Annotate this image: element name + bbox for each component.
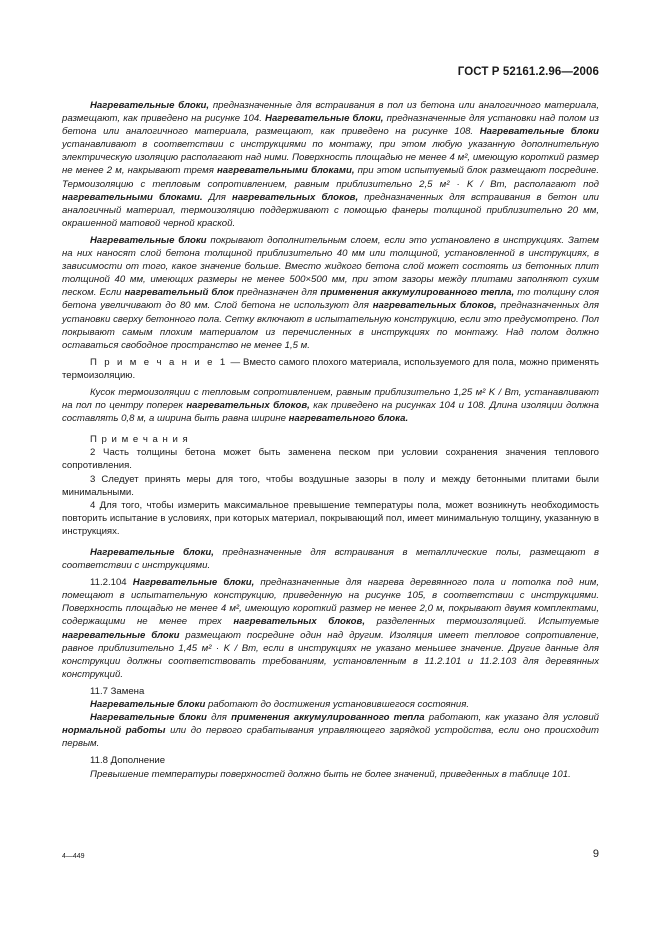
term-bold: нагревательными блоками, <box>216 165 355 177</box>
note-1-label: П р и м е ч а н и е 1 <box>90 356 228 368</box>
text-run: Для <box>202 191 233 203</box>
body-text <box>62 99 599 781</box>
term-bold: Нагревательные блоки, <box>132 577 255 589</box>
text-run: предназначен для <box>233 287 321 299</box>
term-bold: Нагревательные блоки, <box>90 547 214 558</box>
term-bold: нагревательных блоков, <box>232 191 359 203</box>
text-run: предназначенных для встраивания в бетон или аналогичный материал, термоизоляцию поддерживают с помощью фанеры толщиной приблизительно 20 мм, окрашенной матовой черной краской. <box>62 191 599 229</box>
paragraph-steady-state <box>62 698 599 711</box>
term-bold: нагревательных блоков, <box>372 300 497 312</box>
note-3: 3 Следует принять меры для того, чтобы воздушные зазоры в полу и между бетонными плитами были минимальными. <box>62 473 599 498</box>
term-bold: Нагревательные блоки <box>90 712 207 724</box>
clause-11-2-104-text <box>62 577 599 680</box>
text-run: предназначенные для установки над полом из бетона или аналогичного материала, размещают, как приведено на рисунке 108. <box>62 113 599 138</box>
term-bold: Нагревательные блоки <box>479 126 599 138</box>
print-code: 4—449 <box>62 853 85 860</box>
text-run: для <box>206 712 232 724</box>
text-run: предназначенные для нагрева деревянного пола и потолка под ним, помещают в испытательную конструкцию, приведенную на рисунке 105, в соответствии с инструкциями. Поверхность площадью не менее 4 м², имеющую короткий размер не менее 2,0 м, покрывают двумя комплектами, содержащими не менее трех <box>62 577 599 628</box>
term-bold: нагревательных блоков, <box>186 400 310 412</box>
text-run: работают, как указано для условий <box>424 712 599 724</box>
section-11-7: 11.7 Замена <box>90 685 145 697</box>
term-bold: применения аккумулированного тепла, <box>320 287 515 299</box>
text-run: устанавливают в соответствии с инструкциями по монтажу, при этом любую указанную дополнительную электрическую изоляцию располагают над ними. Поверхность площадью не менее 4 м², имеющую короткий размер не менее 2 м, накрывают тремя <box>62 139 599 177</box>
paragraph-storage-heat <box>62 711 599 750</box>
section-11-8: 11.8 Дополнение <box>90 755 166 767</box>
notes-title: П р и м е ч а н и я <box>90 434 189 446</box>
note-1 <box>62 356 599 382</box>
term-bold: нагревательных блоков, <box>233 616 365 628</box>
paragraph-surface-temperature: Превышение температуры поверхностей должно быть не более значений, приведенных в таблице 101. <box>90 768 571 780</box>
text-run: при этом испытуемый блок размещают посредине. Термоизоляцию с тепловым сопротивлением, равным приблизительно 2,5 м² · K / Вт, располагают под <box>62 165 599 190</box>
note-2: 2 Часть толщины бетона может быть заменена песком при условии сохранения значения теплового сопротивления. <box>62 447 599 472</box>
text-run: как приведено на рисунках 104 и 108. Длина изоляции должна составлять 0,8 м, а ширина быть равна ширине <box>62 400 599 425</box>
text-run: покрывают дополнительным слоем, если это установлено в инструкциях. Затем на них наносят слой бетона толщиной приблизительно 40 мм или толщиной, установленной в инструкциях, в зависимости от того, какое значение больше. Вместо жидкого бетона слой может состоять из бетонных плит толщиной 40 мм, имеющих размеры не менее 500×500 мм, при этом зазоры между плитами заполняют сухим песком. Если <box>62 234 599 299</box>
term-bold: нагревательные блоки <box>62 629 180 641</box>
term-bold: нагревательного блока. <box>288 413 409 425</box>
paragraph-floor-placement <box>62 99 599 230</box>
term-bold: Нагревательные блоки <box>90 234 207 246</box>
text-run: размещают посредине один над другим. Изоляция имеет тепловое сопротивление, равное приблизительно 1,45 м² · K / Вт, если в инструкциях не указано меньшее значение. Другие данные для конструкции должны соответствовать требованиям, установленным в 11.2.101 и 11.2.103 для деревянных конструкций. <box>62 629 599 680</box>
text-run: предназначенные для встраивания в пол из бетона или аналогичного материала, размещают, как приведено на рисунке 104. <box>62 100 599 125</box>
paragraph-insulation-piece <box>62 386 599 425</box>
term-bold: применения аккумулированного тепла <box>231 712 425 724</box>
text-run: Кусок термоизоляции с тепловым сопротивлением, равным приблизительно 1,25 м² K / Вт, устанавливают на пол по центру поперек <box>62 386 599 412</box>
term-bold: Нагревательные блоки, <box>90 100 210 111</box>
text-run: предназначенные для встраивания в металлические полы, размещают в соответствии с инструкциями. <box>62 547 599 572</box>
term-bold: Нагревательные блоки, <box>265 113 384 125</box>
paragraph-concrete-layer <box>62 234 599 352</box>
standard-number: ГОСТ Р 52161.2.96—2006 <box>457 66 599 78</box>
note-4: 4 Для того, чтобы измерить максимальное превышение температуры пола, может возникнуть необходимость повторить испытание в условиях, при которых материал, покрывающий пол, имеет минимальную толщину, указанную в инструкциях. <box>62 499 599 537</box>
term-bold: нормальной работы <box>62 725 166 737</box>
text-run: разделенных термоизоляцией. Испытуемые <box>365 616 599 628</box>
text-run: или до первого срабатывания управляющего зарядкой устройства, если оно происходит первым. <box>62 725 599 750</box>
page-number: 9 <box>592 848 599 860</box>
clause-11-2-104 <box>62 576 599 681</box>
term-bold: нагревательными блоками. <box>62 191 203 203</box>
clause-number: 11.2.104 <box>90 577 133 589</box>
text-run: предназначенных для установки сверху бетонного пола. Сетку включают в испытательную конструкцию, если это предусмотрено. Пол покрывают самым плохим материалом из перечисленных в инструкциях по монтажу. Над полом должно оставаться свободное пространство не менее 1,5 м. <box>62 300 599 351</box>
text-run: работают до достижения установившегося состояния. <box>205 699 470 711</box>
term-bold: нагревательный блок <box>124 287 234 299</box>
paragraph-metal-floor <box>62 546 599 572</box>
term-bold: Нагревательные блоки <box>90 699 206 711</box>
text-run: то толщину слоя бетона увеличивают до 80 мм. Слой бетона не используют для <box>62 287 600 312</box>
note-1-text: — Вместо самого плохого материала, используемого для пола, можно применять термоизоляцию. <box>62 356 599 381</box>
